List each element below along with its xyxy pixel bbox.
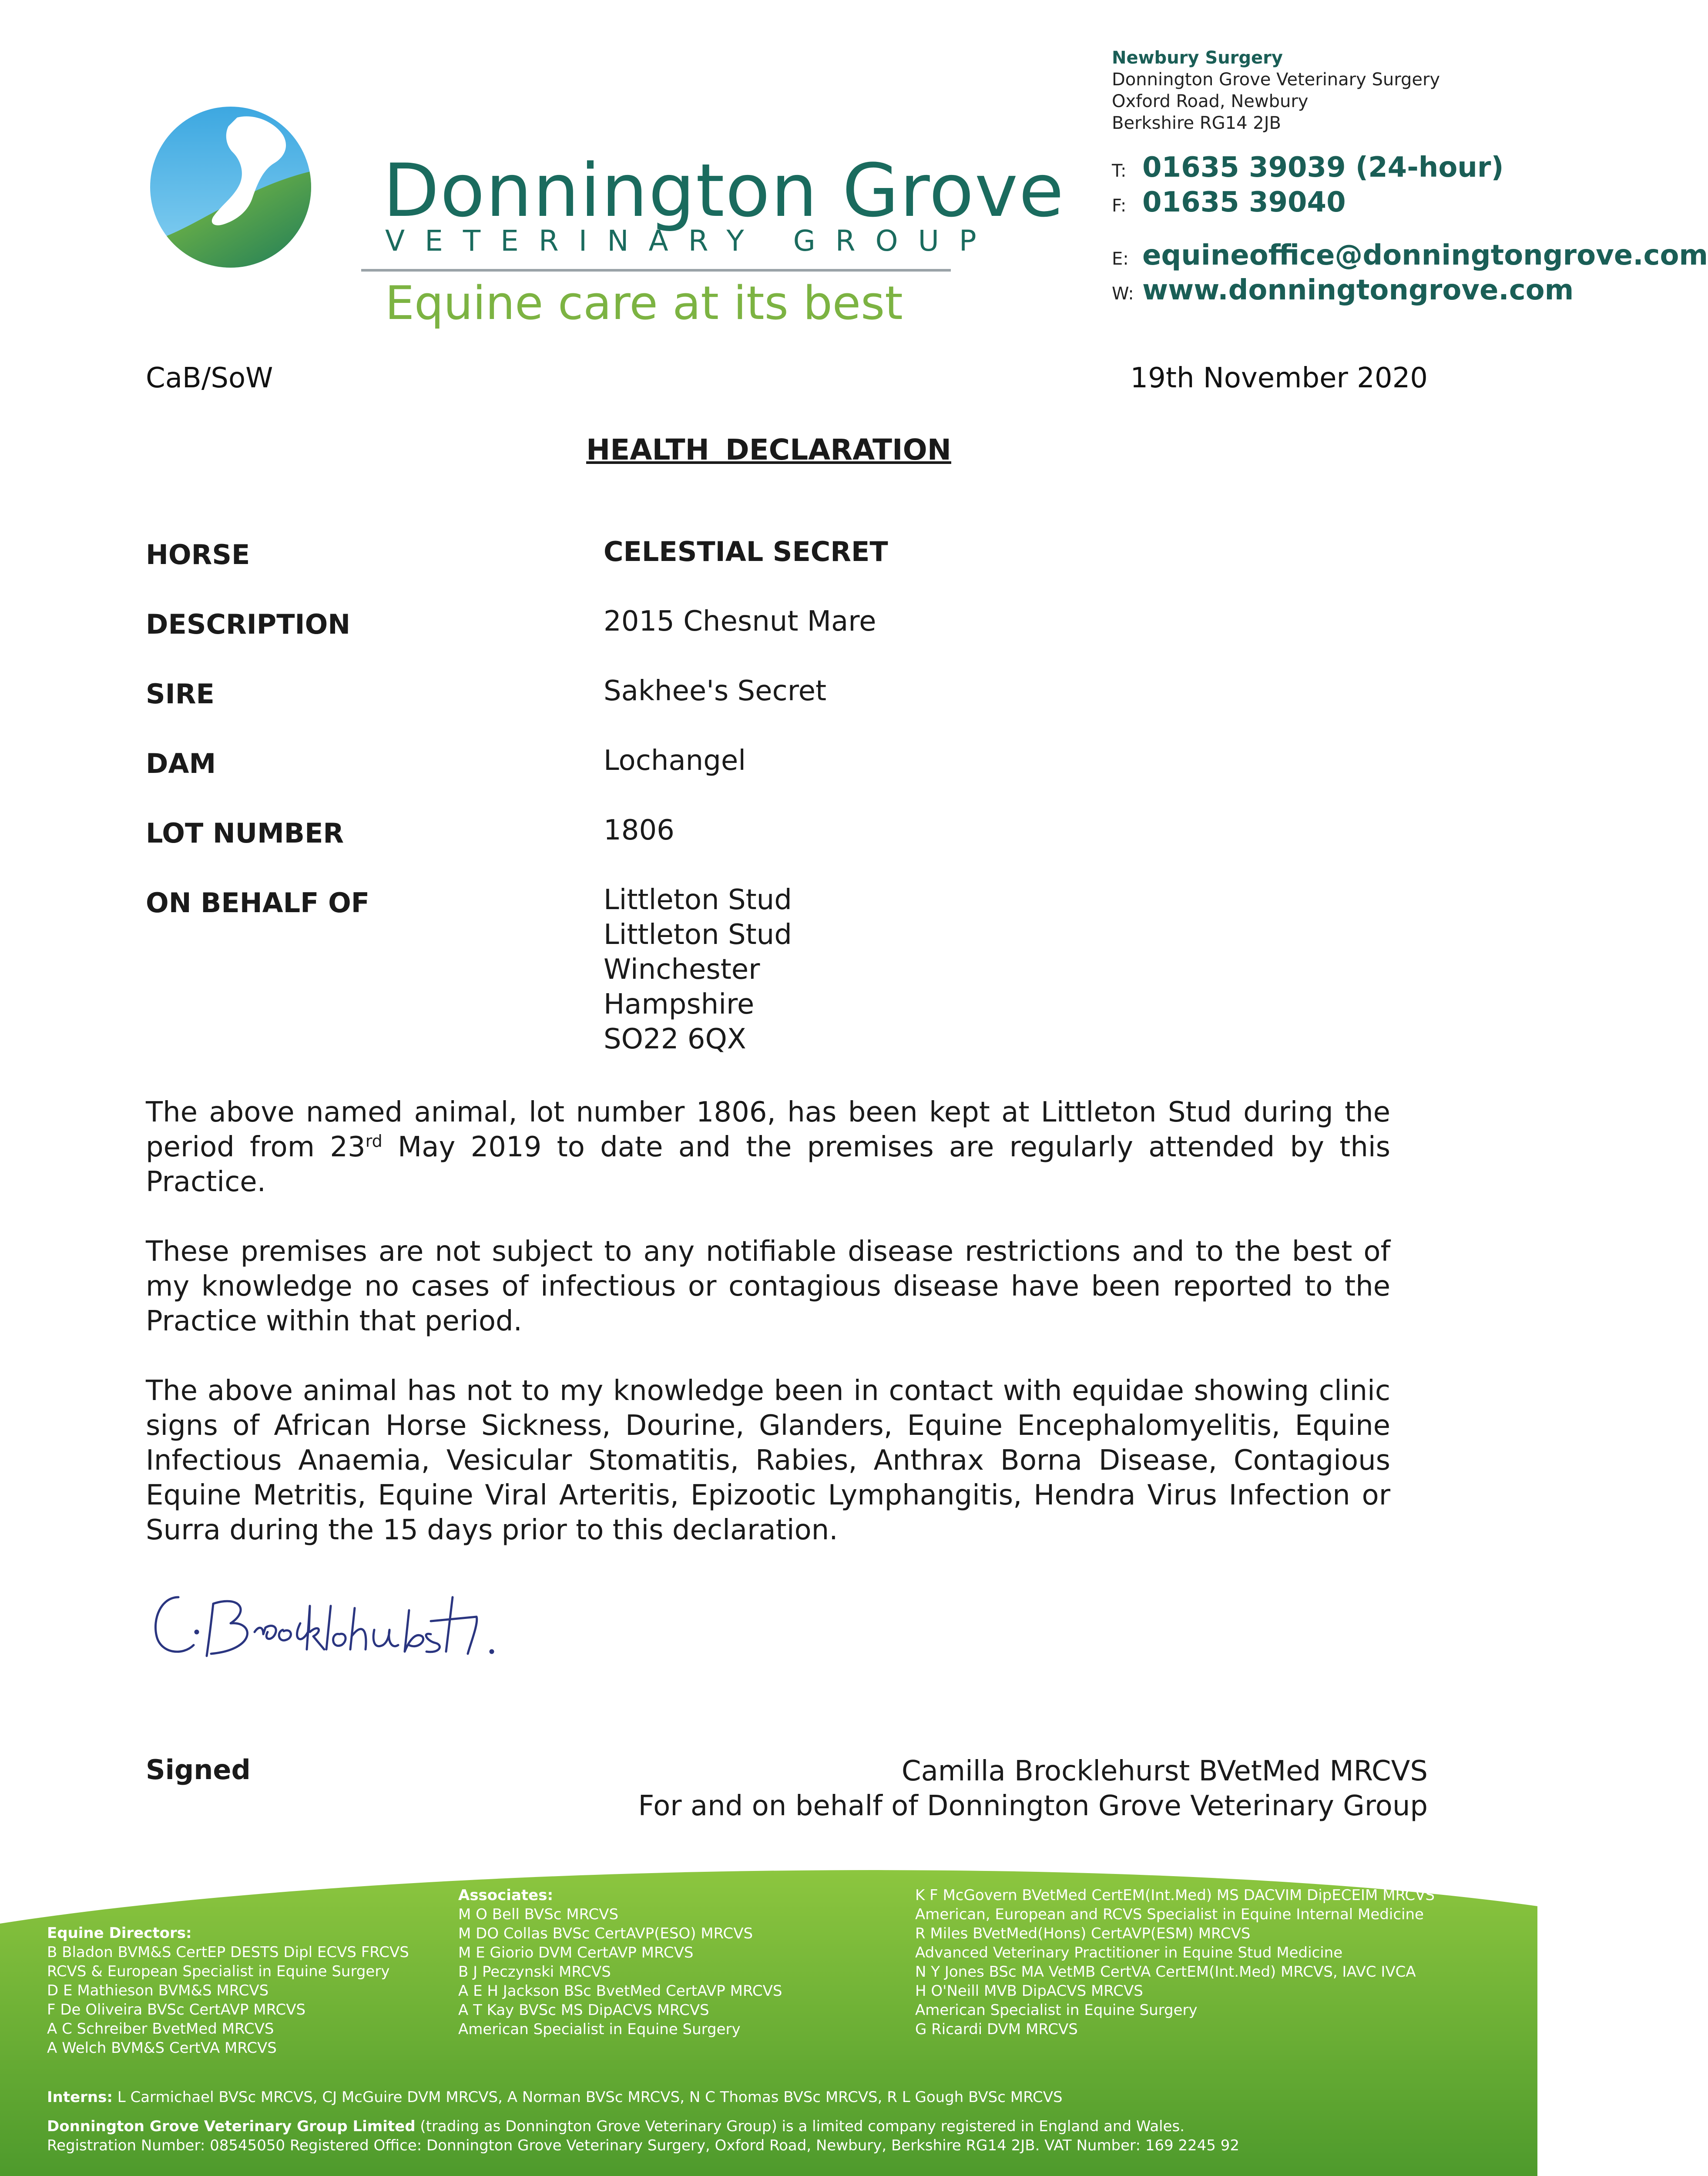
brand-divider: [361, 269, 951, 272]
interns-line: [47, 2088, 1063, 2107]
dam-label: DAM: [146, 748, 216, 779]
horse-label: HORSE: [146, 539, 250, 571]
phone-number: 01635 39039 (24-hour): [1142, 151, 1504, 184]
description-value: 2015 Chesnut Mare: [604, 605, 876, 638]
company-line-1: (trading as Donnington Grove Veterinary Group) is a limited company registered in England and Wales.: [415, 2118, 1185, 2135]
signer-name: Camilla Brocklehurst BVetMed MRCVS: [901, 1755, 1428, 1787]
company-info: [47, 2117, 1239, 2155]
paragraph-1: [146, 1095, 1390, 1199]
associates-list: [458, 1886, 782, 2039]
fax-number: 01635 39040: [1142, 186, 1346, 218]
handwritten-signature: [148, 1580, 531, 1680]
web-label: W:: [1112, 284, 1134, 304]
website-link[interactable]: www.donningtongrove.com: [1142, 274, 1574, 306]
interns-names: L Carmichael BVSc MRCVS, CJ McGuire DVM MRCVS, A Norman BVSc MRCVS, N C Thomas BVSc MRCVS, R L Gough BVSc MRCVS: [117, 2089, 1063, 2106]
signed-label: Signed: [146, 1754, 251, 1786]
list-item: A E H Jackson BSc BvetMed CertAVP MRCVS: [458, 1982, 782, 2000]
email-link[interactable]: equineoffice@donningtongrove.com: [1142, 239, 1708, 272]
list-item: A C Schreiber BvetMed MRCVS: [47, 2020, 274, 2038]
lot-number-value: 1806: [604, 814, 674, 846]
address-title: Newbury Surgery: [1112, 48, 1283, 68]
paragraph-1-text-cont: May 2019 to date and the premises are regularly attended by this Practice.: [146, 1131, 1391, 1198]
brand-name: Donnington Grove: [383, 148, 1065, 233]
signer-on-behalf: For and on behalf of Donnington Grove Veterinary Group: [638, 1790, 1428, 1822]
email-label: E:: [1112, 249, 1129, 269]
sire-value: Sakhee's Secret: [604, 675, 827, 707]
sire-label: SIRE: [146, 678, 215, 710]
list-item: American, European and RCVS Specialist in Equine Internal Medicine: [915, 1906, 1424, 1923]
on-behalf-label: ON BEHALF OF: [146, 887, 370, 919]
interns-label: Interns:: [47, 2089, 113, 2106]
list-item: M E Giorio DVM CertAVP MRCVS: [458, 1944, 694, 1961]
list-item: G Ricardi DVM MRCVS: [915, 2021, 1078, 2038]
address-line: Donnington Grove Veterinary Surgery: [1112, 70, 1440, 90]
list-item: B Bladon BVM&S CertEP DESTS Dipl ECVS FRCVS: [47, 1944, 409, 1961]
address-line: Littleton Stud: [604, 884, 792, 916]
list-item: American Specialist in Equine Surgery: [458, 2021, 741, 2038]
phone-label: T:: [1112, 161, 1127, 181]
description-label: DESCRIPTION: [146, 608, 351, 640]
ordinal-suffix: rd: [365, 1132, 383, 1151]
on-behalf-address: [604, 883, 792, 1057]
list-item: D E Mathieson BVM&S MRCVS: [47, 1982, 269, 1999]
list-item: A T Kay BVSc MS DipACVS MRCVS: [458, 2001, 709, 2019]
list-item: RCVS & European Specialist in Equine Surgery: [47, 1963, 390, 1980]
paragraph-2: These premises are not subject to any notifiable disease restrictions and to the best of my knowledge no cases of infectious or contagious disease have been reported to the Practice within that period.: [146, 1236, 1390, 1337]
address-line: Littleton Stud: [604, 919, 792, 951]
company-line-2: Registration Number: 08545050 Registered Office: Donnington Grove Veterinary Surgery, Oxford Road, Newbury, Berkshire RG14 2JB. VAT Number: 169 2245 92: [47, 2137, 1240, 2154]
fax-label: F:: [1112, 196, 1127, 216]
list-item: B J Peczynski MRCVS: [458, 1963, 611, 1981]
list-item: F De Oliveira BVSc CertAVP MRCVS: [47, 2001, 306, 2018]
contact-details: [1112, 150, 1708, 308]
list-item: M O Bell BVSc MRCVS: [458, 1906, 619, 1923]
paragraph-3: The above animal has not to my knowledge been in contact with equidae showing clinic signs of African Horse Sickness, Dourine, Glanders, Equine Encephalomyelitis, Equine Infectious Anaemia, Vesicular Stomatitis, Rabies, Anthrax Borna Disease, Contagious Equine Metritis, Equine Viral Arteritis, Epizootic Lymphangitis, Hendra Virus Infection or Surra during the 15 days prior to this declaration.: [146, 1375, 1390, 1546]
address-line: Hampshire: [604, 988, 755, 1021]
associates-list-2: [915, 1886, 1435, 2039]
letter-reference: CaB/SoW: [146, 362, 273, 394]
lot-number-label: LOT NUMBER: [146, 817, 344, 849]
brand-tagline: Equine care at its best: [385, 276, 903, 330]
surgery-address: [1112, 47, 1440, 134]
paragraph-1-text: The above named animal, lot number 1806, has been kept at Littleton Stud during the period from 23: [146, 1096, 1390, 1163]
address-line: Oxford Road, Newbury: [1112, 91, 1309, 111]
horse-logo-icon: [144, 100, 318, 274]
directors-title: Equine Directors:: [47, 1924, 192, 1942]
company-name: Donnington Grove Veterinary Group Limited: [47, 2118, 416, 2135]
letter-date: 19th November 2020: [1130, 362, 1428, 394]
list-item: K F McGovern BVetMed CertEM(Int.Med) MS DACVIM DipECEIM MRCVS: [915, 1887, 1435, 1904]
list-item: Advanced Veterinary Practitioner in Equine Stud Medicine: [915, 1944, 1343, 1961]
document-title: HEALTH DECLARATION: [586, 433, 951, 467]
list-item: American Specialist in Equine Surgery: [915, 2001, 1198, 2019]
list-item: M DO Collas BVSc CertAVP(ESO) MRCVS: [458, 1925, 753, 1942]
associates-title: Associates:: [458, 1887, 554, 1904]
signer-block: [638, 1754, 1428, 1823]
address-line: SO22 6QX: [604, 1023, 746, 1055]
address-line: Berkshire RG14 2JB: [1112, 113, 1281, 133]
list-item: R Miles BVetMed(Hons) CertAVP(ESM) MRCVS: [915, 1925, 1251, 1942]
list-item: N Y Jones BSc MA VetMB CertVA CertEM(Int.Med) MRCVS, IAVC IVCA: [915, 1963, 1416, 1981]
horse-value: CELESTIAL SECRET: [604, 536, 888, 568]
directors-list: [47, 1924, 409, 2058]
list-item: H O'Neill MVB DipACVS MRCVS: [915, 1982, 1143, 2000]
address-line: Winchester: [604, 954, 760, 986]
list-item: A Welch BVM&S CertVA MRCVS: [47, 2039, 277, 2057]
brand-subtitle: VETERINARY GROUP: [385, 224, 997, 258]
dam-value: Lochangel: [604, 745, 746, 777]
